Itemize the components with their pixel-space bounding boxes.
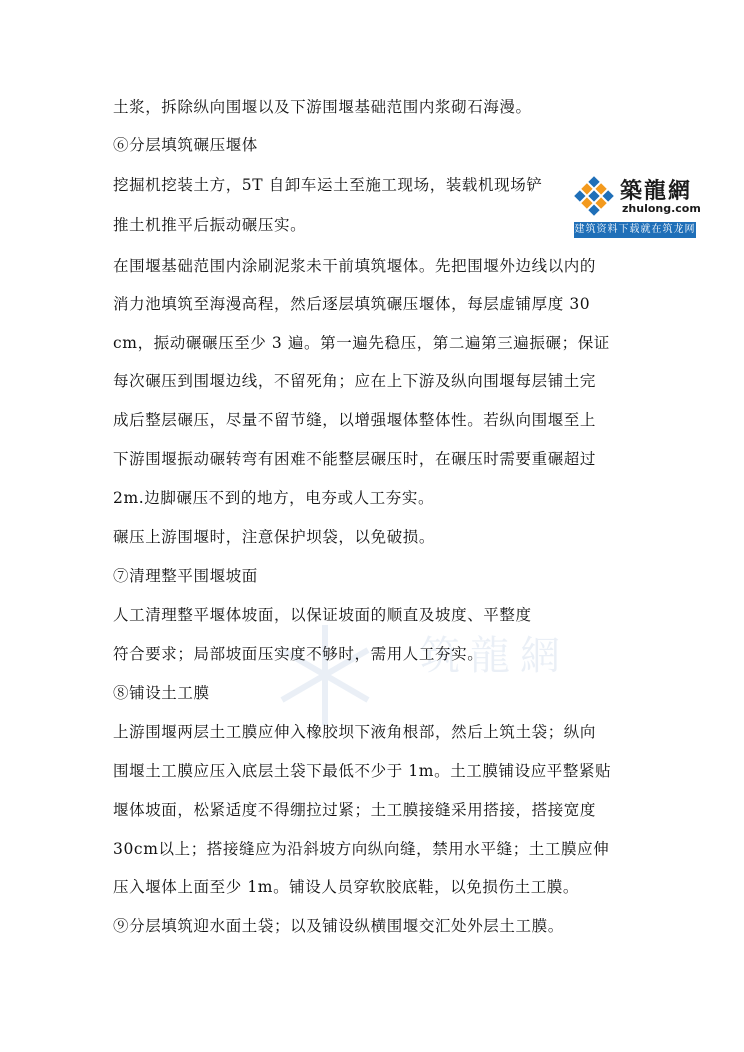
text-line: 挖掘机挖装土方，5T 自卸车运土至施工现场，装载机现场铲	[113, 176, 543, 194]
logo-brand-cn: 築龍網	[620, 179, 693, 204]
text-line: 碾压上游围堰时，注意保护坝袋，以免破损。	[113, 528, 436, 546]
text-line: 在围堰基础范围内涂刷泥浆未干前填筑堰体。先把围堰外边线以内的	[113, 257, 597, 275]
text-line: 符合要求；局部坡面压实度不够时，需用人工夯实。	[113, 645, 484, 663]
watermark-snowflake-icon	[270, 620, 380, 730]
logo-domain: zhulong.com	[622, 202, 701, 215]
logo-tagline: 建筑资料下载就在筑龙网	[574, 222, 696, 238]
section-heading: ⑨分层填筑迎水面土袋；以及铺设纵横围堰交汇处外层土工膜。	[113, 917, 564, 935]
text-line: 压入堰体上面至少 1m。铺设人员穿软胶底鞋，以免损伤土工膜。	[113, 878, 579, 896]
watermark-text: 筑龍網	[420, 633, 570, 679]
text-line: 人工清理整平堰体坡面，以保证坡面的顺直及坡度、平整度	[113, 606, 532, 624]
text-line: 每次碾压到围堰边线，不留死角；应在上下游及纵向围堰每层铺土完	[113, 372, 597, 390]
text-line: 推土机推平后振动碾压实。	[113, 216, 307, 234]
watermark	[270, 620, 690, 730]
text-line: 堰体坡面，松紧适度不得绷拉过紧；土工膜接缝采用搭接，搭接宽度	[113, 801, 597, 819]
text-line: 成后整层碾压，尽量不留节缝，以增强堰体整体性。若纵向围堰至上	[113, 411, 597, 429]
section-heading: ⑧铺设土工膜	[113, 684, 210, 702]
section-heading: ⑥分层填筑碾压堰体	[113, 136, 258, 154]
text-line: 上游围堰两层土工膜应伸入橡胶坝下液角根部，然后上筑土袋；纵向	[113, 723, 597, 741]
text-line: 30cm以上；搭接缝应为沿斜坡方向纵向缝，禁用水平缝；土工膜应伸	[113, 840, 610, 858]
text-line: 2m.边脚碾压不到的地方，电夯或人工夯实。	[113, 489, 435, 507]
text-line: 土浆，拆除纵向围堰以及下游围堰基础范围内浆砌石海漫。	[113, 98, 532, 116]
section-heading: ⑦清理整平围堰坡面	[113, 567, 258, 585]
text-line: cm，振动碾碾压至少 3 遍。第一遍先稳压，第二遍第三遍振碾；保证	[113, 334, 610, 352]
text-line: 消力池填筑至海漫高程，然后逐层填筑碾压堰体，每层虚铺厚度 30	[113, 295, 591, 313]
text-line: 下游围堰振动碾转弯有困难不能整层碾压时，在碾压时需要重碾超过	[113, 450, 597, 468]
text-line: 围堰土工膜应压入底层土袋下最低不少于 1m。土工膜铺设应平整紧贴	[113, 762, 612, 780]
